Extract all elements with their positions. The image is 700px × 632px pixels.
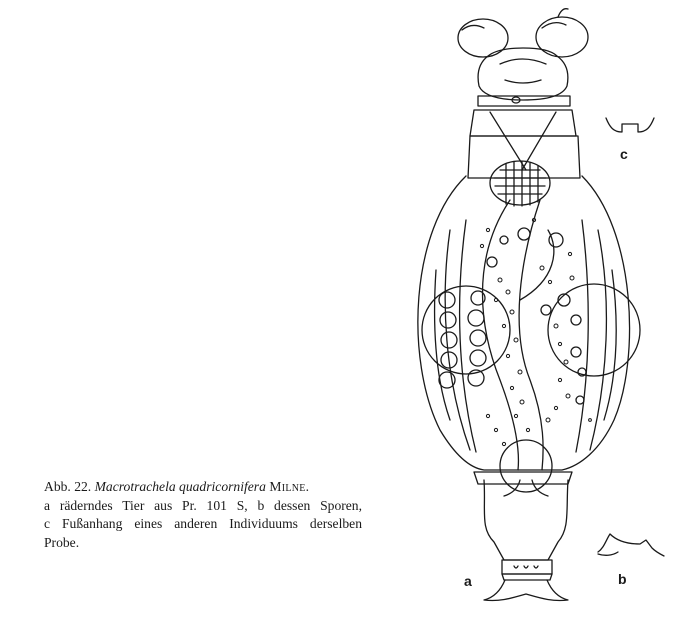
panel-label-c: c [620,146,628,162]
species-author: Milne. [269,479,310,494]
caption-line-3: c Fußanhang eines anderen Individuums derselben [44,516,362,532]
caption-line-4: Probe. [44,534,80,550]
mastax [490,161,550,206]
species-name: Macrotrachela quadricornifera [94,479,266,494]
trunk-outline [418,176,630,470]
vacuole-cluster [439,228,586,404]
spur-c [606,118,654,132]
figure-number: Abb. 22. [44,479,92,494]
caption-line-2: a räderndes Tier aus Pr. 101 S, b dessen Sporen, [44,497,362,513]
caption-title-line [44,478,362,497]
panel-label-b: b [618,571,627,587]
corona-left [458,19,508,57]
panel-label-a: a [464,573,472,589]
granules [480,218,591,445]
figure-caption [44,478,362,552]
neck-ring [478,96,570,106]
spore-b [598,534,664,556]
